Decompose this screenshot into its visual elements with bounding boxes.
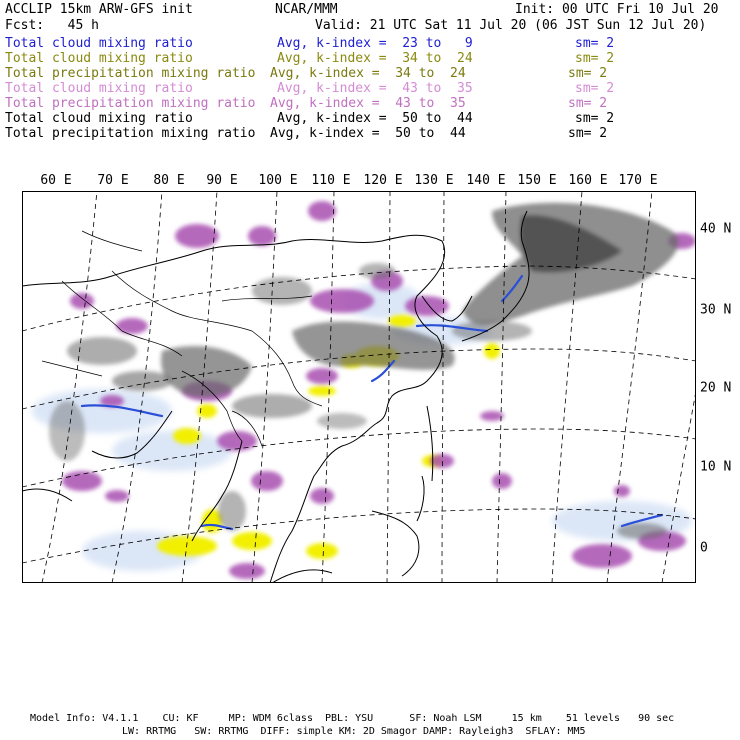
legend-sm: sm= 2: [568, 66, 608, 81]
footer-model-info: Model Info: V4.1.1 CU: KF MP: WDM 6class PBL: YSU SF: Noah LSM 15 km 51 levels 90 sec: [30, 713, 675, 724]
header-valid: Valid: 21 UTC Sat 11 Jul 20 (06 JST Sun 12 Jul 20): [315, 18, 707, 33]
legend-avg: Avg, k-index = 23 to 9: [277, 36, 473, 51]
lon-label: 160 E: [568, 173, 608, 188]
legend-sm: sm= 2: [575, 111, 615, 126]
legend-field: Total precipitation mixing ratio: [5, 96, 256, 111]
legend-avg: Avg, k-index = 34 to 24: [277, 51, 473, 66]
lon-label: 110 E: [311, 173, 351, 188]
legend-field: Total cloud mixing ratio: [5, 81, 193, 96]
lon-label: 80 E: [153, 173, 185, 188]
legend-avg: Avg, k-index = 34 to 24: [270, 66, 466, 81]
legend-avg: Avg, k-index = 43 to 35: [277, 81, 473, 96]
lat-label: 40 N: [700, 221, 732, 237]
header-fcst: Fcst: 45 h: [5, 18, 99, 33]
lon-label: 140 E: [466, 173, 506, 188]
legend-field: Total cloud mixing ratio: [5, 111, 193, 126]
lon-label: 90 E: [206, 173, 238, 188]
legend-sm: sm= 2: [575, 81, 615, 96]
lon-label: 70 E: [97, 173, 129, 188]
legend-sm: sm= 2: [568, 96, 608, 111]
legend-field: Total precipitation mixing ratio: [5, 126, 256, 141]
lon-label: 150 E: [517, 173, 557, 188]
legend-sm: sm= 2: [575, 51, 615, 66]
lon-label: 60 E: [40, 173, 72, 188]
lon-label: 120 E: [363, 173, 403, 188]
lon-label: 100 E: [258, 173, 298, 188]
lat-label: 10 N: [700, 459, 732, 475]
legend-field: Total cloud mixing ratio: [5, 36, 193, 51]
legend-field: Total precipitation mixing ratio: [5, 66, 256, 81]
lon-label: 170 E: [618, 173, 658, 188]
map-panel: [22, 191, 696, 583]
legend-sm: sm= 2: [568, 126, 608, 141]
legend-avg: Avg, k-index = 50 to 44: [270, 126, 466, 141]
header-title: ACCLIP 15km ARW-GFS init: [5, 2, 193, 17]
lat-label: 30 N: [700, 302, 732, 318]
legend-avg: Avg, k-index = 43 to 35: [270, 96, 466, 111]
legend-field: Total cloud mixing ratio: [5, 51, 193, 66]
legend-sm: sm= 2: [575, 36, 615, 51]
footer-physics-info: LW: RRTMG SW: RRTMG DIFF: simple KM: 2D Smagor DAMP: Rayleigh3 SFLAY: MM5: [122, 726, 586, 737]
lat-label: 0: [700, 540, 708, 556]
lat-label: 20 N: [700, 380, 732, 396]
header-init: Init: 00 UTC Fri 10 Jul 20: [515, 2, 719, 17]
lon-label: 130 E: [414, 173, 454, 188]
legend-avg: Avg, k-index = 50 to 44: [277, 111, 473, 126]
header-org: NCAR/MMM: [275, 2, 338, 17]
